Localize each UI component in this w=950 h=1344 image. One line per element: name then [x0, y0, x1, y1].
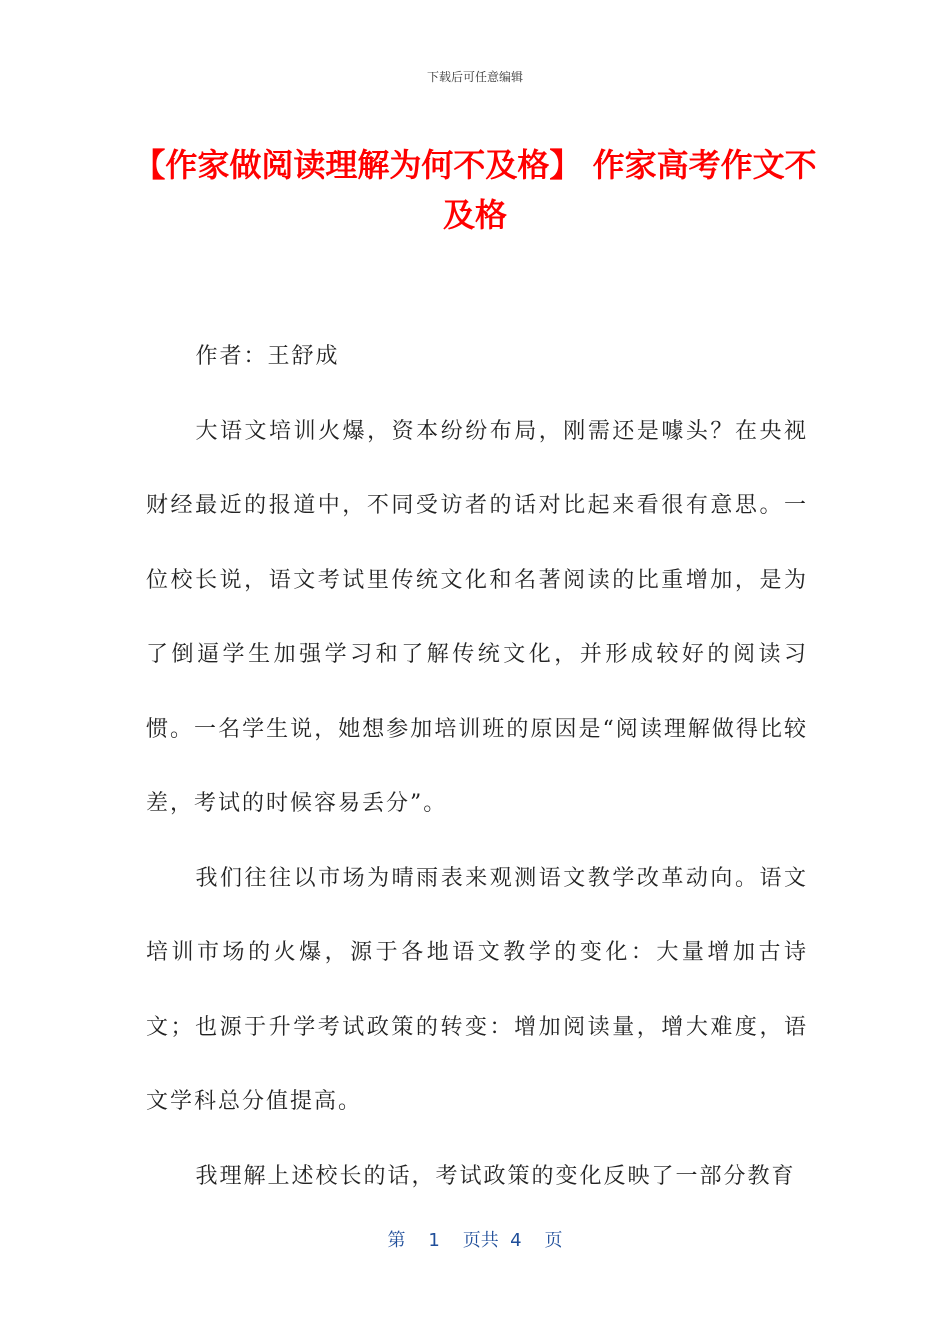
document-title: 【作家做阅读理解为何不及格】 作家高考作文不及格 [133, 146, 817, 234]
footer-page-number: 1 [428, 1230, 440, 1251]
paragraph: 我理解上述校长的话，考试政策的变化反映了一部分教育 [195, 1163, 796, 1189]
footer-suffix: 页 [544, 1230, 563, 1251]
footer-page-label: 第 [387, 1230, 406, 1251]
header-note: 下载后可任意编辑 [426, 70, 523, 84]
document-body [146, 320, 808, 1214]
paragraph: 大语文培训火爆，资本纷纷布局，刚需还是噱头？在央视财经最近的报道中，不同受访者的话对比起来看很有意思。一位校长说，语文考试里传统文化和名著阅读的比重增加，是为了倒逼学生加强学习和了解传统文化，并形成较好的阅读习惯。一名学生说，她想参加培训班的原因是“阅读理解做得比较差，考试的时候容易丢分”。 [146, 418, 808, 816]
footer-total-label: 页共 [462, 1230, 499, 1251]
page-footer [0, 1226, 950, 1252]
paragraph: 我们往往以市场为晴雨表来观测语文教学改革动向。语文培训市场的火爆，源于各地语文教学的变化：大量增加古诗文；也源于升学考试政策的转变：增加阅读量，增大难度，语文学科总分值提高。 [146, 865, 808, 1114]
footer-total-pages: 4 [510, 1230, 522, 1251]
author-line: 作者：王舒成 [195, 344, 340, 369]
